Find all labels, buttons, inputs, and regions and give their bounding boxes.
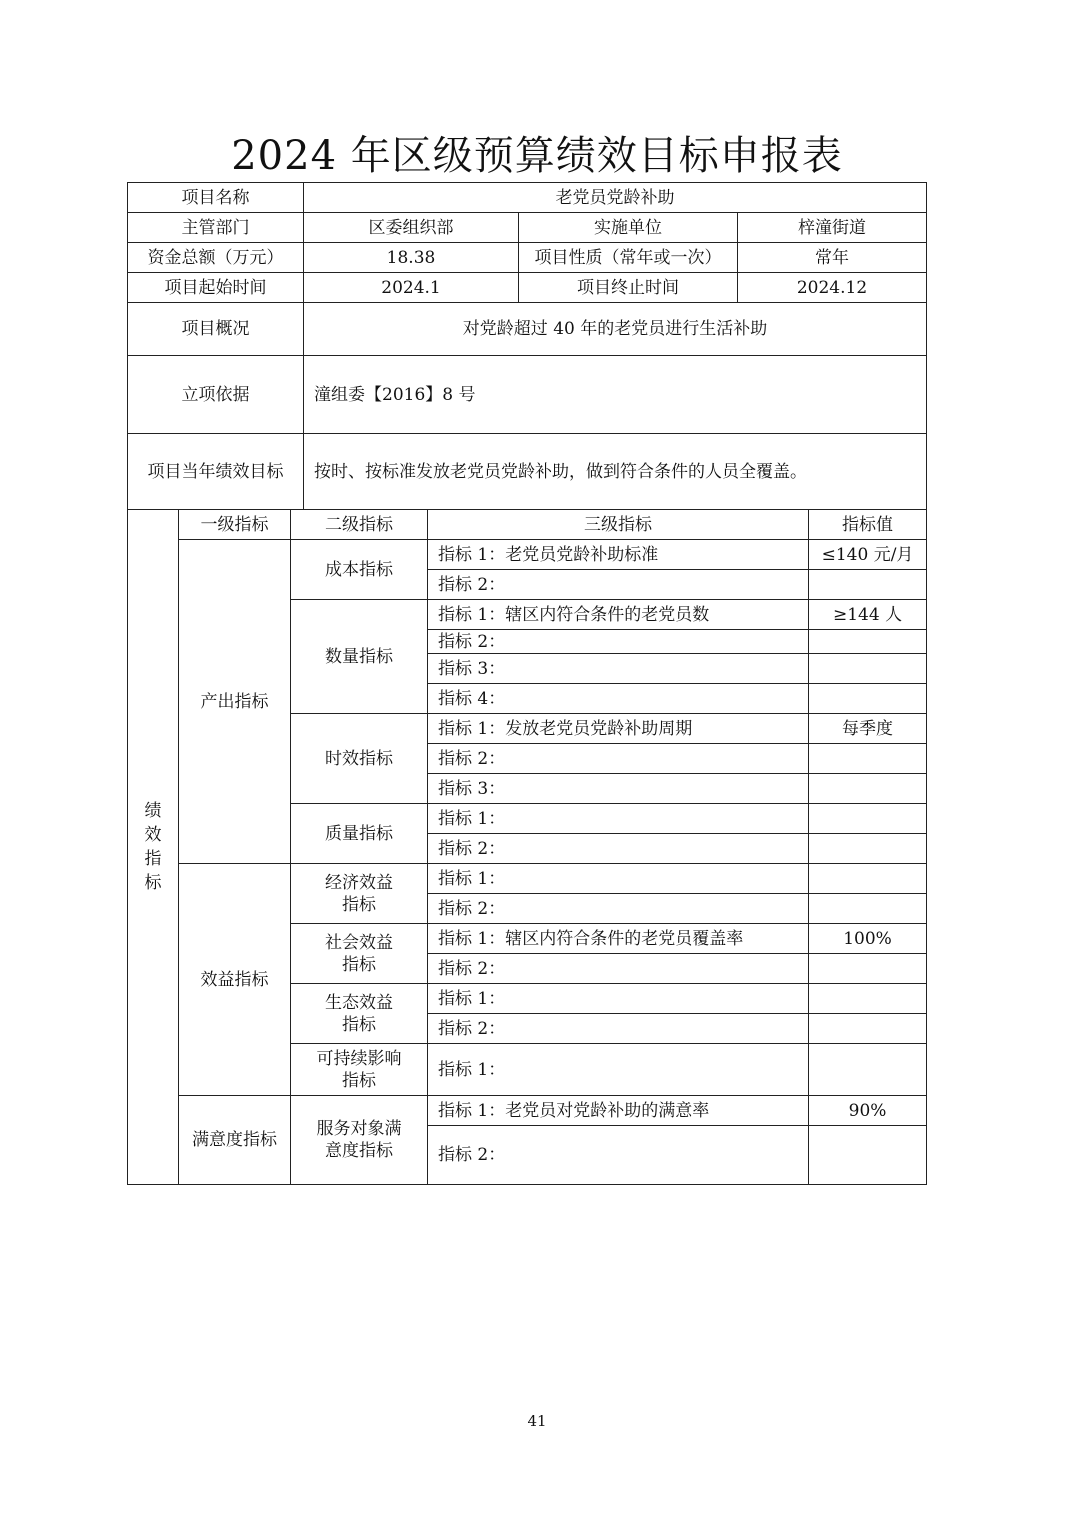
table-row [128,1096,927,1126]
start-value: 2024.1 [304,273,519,303]
overview-label: 项目概况 [128,303,304,356]
indicator-text: 指标 2： [428,630,809,654]
impl-value: 梓潼街道 [738,213,927,243]
budget-performance-table [127,182,927,1185]
header-value: 指标值 [809,510,927,540]
indicator-text: 指标 1：老党员对党龄补助的满意率 [428,1096,809,1126]
nature-label: 项目性质（常年或一次） [519,243,738,273]
indicator-value: 90% [809,1096,927,1126]
indicator-value [809,630,927,654]
level2-social [291,924,428,984]
goal-label: 项目当年绩效目标 [128,434,304,510]
header-level2: 二级指标 [291,510,428,540]
table-row [128,434,927,510]
project-name-label: 项目名称 [128,183,304,213]
indicator-text: 指标 1： [428,804,809,834]
page-number: 41 [527,1412,547,1430]
table-row [128,213,927,243]
indicator-text: 指标 1：老党员党龄补助标准 [428,540,809,570]
section-label [128,510,179,1185]
level2-economic-text: 经济效益指标 [325,872,393,915]
indicator-value [809,894,927,924]
indicator-text: 指标 2： [428,1014,809,1044]
level2-ecological-text: 生态效益指标 [325,992,393,1035]
indicator-text: 指标 1：发放老党员党龄补助周期 [428,714,809,744]
indicator-value: ≥144 人 [809,600,927,630]
indicator-text: 指标 2： [428,744,809,774]
impl-label: 实施单位 [519,213,738,243]
end-label: 项目终止时间 [519,273,738,303]
project-name-value: 老党员党龄补助 [304,183,927,213]
indicator-text: 指标 2： [428,1126,809,1185]
indicator-text: 指标 2： [428,570,809,600]
indicator-value [809,984,927,1014]
indicator-text: 指标 1：辖区内符合条件的老党员数 [428,600,809,630]
indicator-value [809,1044,927,1096]
indicator-value [809,864,927,894]
header-level3: 三级指标 [428,510,809,540]
level2-service-satisfaction-text: 服务对象满意度指标 [316,1119,402,1161]
table-row [128,864,927,894]
indicator-value: 100% [809,924,927,954]
indicator-text: 指标 2： [428,834,809,864]
fund-value: 18.38 [304,243,519,273]
indicator-value [809,684,927,714]
level2-quantity: 数量指标 [291,600,428,714]
indicator-text: 指标 1： [428,864,809,894]
nature-value: 常年 [738,243,927,273]
level1-output: 产出指标 [179,540,291,864]
table-row [128,303,927,356]
level2-sustainable-text: 可持续影响指标 [316,1048,402,1091]
table-row [128,356,927,434]
indicator-value [809,744,927,774]
table-row [128,243,927,273]
basis-value: 潼组委【2016】8 号 [304,356,927,434]
goal-value: 按时、按标准发放老党员党龄补助，做到符合条件的人员全覆盖。 [304,434,927,510]
indicator-value: ≤140 元/月 [809,540,927,570]
table-row [128,273,927,303]
indicator-value [809,954,927,984]
fund-label: 资金总额（万元） [128,243,304,273]
dept-label: 主管部门 [128,213,304,243]
indicator-value [809,1126,927,1185]
indicator-text: 指标 4： [428,684,809,714]
dept-value: 区委组织部 [304,213,519,243]
level2-sustainable [291,1044,428,1096]
end-value: 2024.12 [738,273,927,303]
indicator-text: 指标 1： [428,984,809,1014]
start-label: 项目起始时间 [128,273,304,303]
indicator-value [809,654,927,684]
section-label-text: 绩效指标 [144,801,162,893]
indicator-value: 每季度 [809,714,927,744]
indicator-text: 指标 1： [428,1044,809,1096]
level2-cost: 成本指标 [291,540,428,600]
indicator-value [809,834,927,864]
level2-service-satisfaction [291,1096,428,1185]
level1-benefit: 效益指标 [179,864,291,1096]
indicator-text: 指标 1：辖区内符合条件的老党员覆盖率 [428,924,809,954]
indicator-text: 指标 2： [428,894,809,924]
indicator-value [809,804,927,834]
basis-label: 立项依据 [128,356,304,434]
indicator-text: 指标 2： [428,954,809,984]
table-row [128,510,927,540]
indicator-text: 指标 3： [428,654,809,684]
level2-ecological [291,984,428,1044]
level2-quality: 质量指标 [291,804,428,864]
indicator-value [809,774,927,804]
indicator-text: 指标 3： [428,774,809,804]
level2-timeliness: 时效指标 [291,714,428,804]
table-row [128,540,927,570]
level2-social-text: 社会效益指标 [325,932,393,975]
indicator-value [809,1014,927,1044]
page-title: 2024 年区级预算绩效目标申报表 [231,133,843,179]
level2-economic [291,864,428,924]
header-level1: 一级指标 [179,510,291,540]
table-row [128,183,927,213]
level1-satisfaction: 满意度指标 [179,1096,291,1185]
overview-value: 对党龄超过 40 年的老党员进行生活补助 [304,303,927,356]
indicator-value [809,570,927,600]
